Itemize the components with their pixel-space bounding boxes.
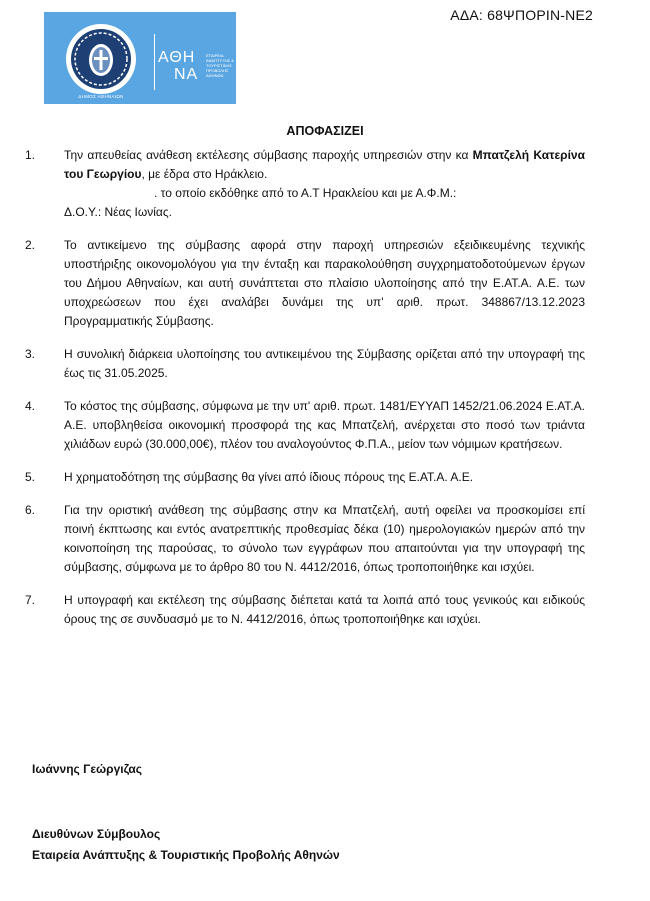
item-text: Η συνολική διάρκεια υλοποίησης του αντικειμένου της Σύμβασης ορίζεται από την υπογραφή της έως τις 31.05.2025.	[64, 347, 585, 380]
list-item	[25, 397, 585, 454]
item-number: 3.	[25, 347, 36, 361]
item-number: 2.	[25, 238, 36, 252]
item-number: 6.	[25, 503, 36, 517]
item-text: Την απευθείας ανάθεση εκτέλεσης σύμβασης παροχής υπηρεσιών στην κα Μπατζελή Κατερίνα του Γεωργίου, με έδρα στο Ηράκλειο.	[64, 148, 585, 181]
logo	[44, 12, 236, 104]
contractor-name: Μπατζελή Κατερίνα του Γεωργίου	[64, 148, 585, 181]
municipality-emblem-icon	[64, 22, 138, 96]
logo-wordmark-top: ΑΘΗ	[158, 49, 196, 66]
item-text-line3: Δ.Ο.Υ.: Νέας Ιωνίας.	[64, 205, 172, 219]
signatory-role: Διευθύνων Σύμβουλος	[32, 827, 161, 841]
item-text: Για την οριστική ανάθεση της σύμβασης στην κα Μπατζελή, αυτή οφείλει να προσκομίσει επί ποινή έκπτωσης και εντός ανατρεπτικής προθεσμίας δέκα (10) ημερολογιακών ημερών από την κοινοποίηση της παρούσας, το σύνολο των εγγράφων που απαιτούνται για την υπογραφή της σύμβασης, σύμφωνα με το άρθρο 80 του Ν. 4412/2016, όπως τροποποιήθηκε και ισχύει.	[64, 503, 585, 574]
item-text: Το κόστος της σύμβασης, σύμφωνα με την υπ' αριθ. πρωτ. 1481/ΕΥΥΑΠ 1452/21.06.2024 Ε.ΑΤ.Α. Α.Ε. υποβληθείσα οικονομική προσφορά της κας Μπατζελή, ανέρχεται στο ποσό των τριάντα χιλιάδων ευρώ (30.000,00€), πλέον του αναλογούντος Φ.Π.Α., μείον των νόμιμων κρατήσεων.	[64, 399, 585, 451]
logo-divider	[154, 34, 155, 90]
logo-wordmark-bottom: ΝΑ	[174, 66, 199, 83]
logo-caption: ΔΗΜΟΣ ΑΘΗΝΑΙΩΝ	[78, 94, 124, 99]
list-item	[25, 591, 585, 629]
item-number: 4.	[25, 399, 36, 413]
list-item	[25, 501, 585, 577]
item-text-line2: . το οποίο εκδόθηκε από το Α.Τ Ηρακλείου και με Α.Φ.Μ.:	[154, 186, 457, 200]
logo-subtitle: ΕΤΑΙΡΕΙΑ ΑΝΑΠΤΥΞΗΣ & ΤΟΥΡΙΣΤΙΚΗΣ ΠΡΟΒΟΛΗΣ ΑΘΗΝΩΝ	[206, 53, 234, 78]
list-item	[25, 236, 585, 331]
item-text: Η υπογραφή και εκτέλεση της σύμβασης διέπεται κατά τα λοιπά από τους γενικούς και ειδικούς όρους της σε συνδυασμό με το Ν. 4412/2016, όπως τροποποιήθηκε και ισχύει.	[64, 593, 585, 626]
item-number: 5.	[25, 470, 36, 484]
item-text: Το αντικείμενο της σύμβασης αφορά στην παροχή υπηρεσιών εξειδικευμένης τεχνικής υποστήριξης οικονομολόγου για την ένταξη και παρακολούθηση συγχρηματοδοτούμενων έργων του Δήμου Αθηναίων, και αυτή συνάπτεται στο πλαίσιο υλοποίησης από την Ε.ΑΤ.Α. Α.Ε. των υποχρεώσεων που έχει αναλάβει δυνάμει της υπ' αριθ. πρωτ. 348867/13.12.2023 Προγραμματικής Σύμβασης.	[64, 238, 585, 328]
item-number: 7.	[25, 593, 36, 607]
item-text: Η χρηματοδότηση της σύμβασης θα γίνει από ίδιους πόρους της Ε.ΑΤ.Α. Α.Ε.	[64, 470, 474, 484]
ada-code: ΑΔΑ: 68ΨΠΟΡΙΝ-ΝΕ2	[450, 7, 593, 23]
list-item	[25, 345, 585, 383]
list-item	[25, 146, 585, 222]
decision-list	[25, 146, 585, 629]
item-number: 1.	[25, 148, 36, 162]
decision-title: ΑΠΟΦΑΣΙΖΕΙ	[286, 124, 364, 138]
signatory-name: Ιωάννης Γεώργιζας	[32, 762, 143, 776]
signatory-organization: Εταιρεία Ανάπτυξης & Τουριστικής Προβολής Αθηνών	[32, 848, 340, 862]
list-item	[25, 468, 585, 487]
